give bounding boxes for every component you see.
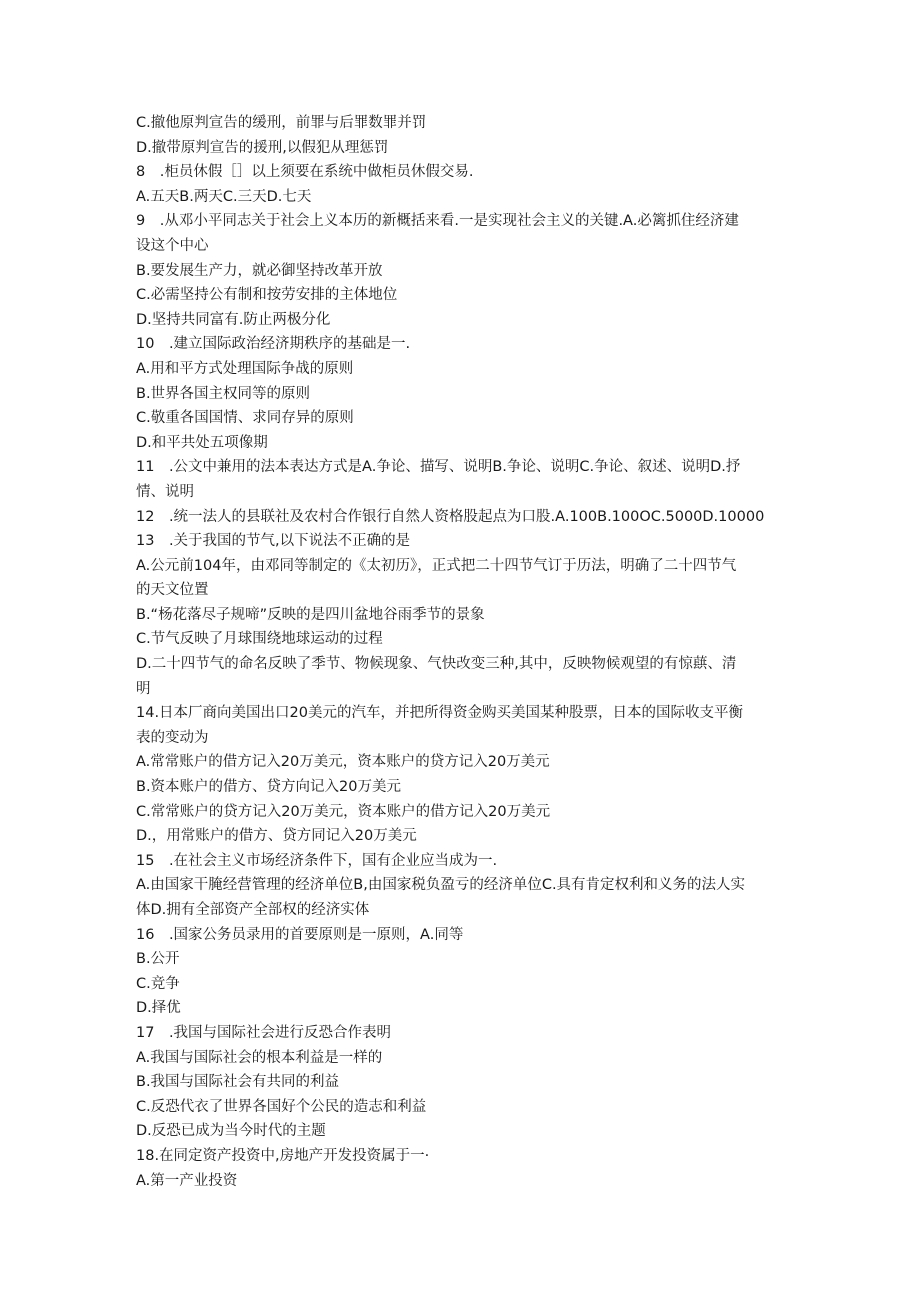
text-line: D.二十四节气的命名反映了季节、物候现象、气快改变三种,其中，反映物候观望的有惊蕻、清 bbox=[136, 656, 737, 673]
text-line: B.“杨花落尽子规啼”反映的是四川盆地谷雨季节的景象 bbox=[136, 606, 485, 623]
text-line: C.常常账户的贷方记入20万美元，资本账户的借方记入20万美元 bbox=[136, 803, 551, 820]
text-line: B.我国与国际社会有共同的利益 bbox=[136, 1074, 340, 1091]
question-14: 14.日本厂商向美国出口20美元的汽车，并把所得资金购买美国某种股票，日本的国际收支平衡 bbox=[136, 705, 744, 722]
text-line: A.公元前104年，由邓同等制定的《太初历》，正式把二十四节气订于历法，明确了二十四节气 bbox=[136, 557, 737, 574]
text-line: C.敬重各国国情、求同存异的原则 bbox=[136, 410, 354, 427]
question-16: 16 .国家公务员录用的首要原则是一原则，A.同等 bbox=[136, 926, 464, 943]
text-line: 体D.拥有全部资产全部权的经济实体 bbox=[136, 902, 370, 918]
text-line: D.反恐已成为当今时代的主题 bbox=[136, 1123, 326, 1140]
text-line: C.反恐代衣了世界各国好个公民的造志和利益 bbox=[136, 1098, 427, 1115]
text-line: D.，用常账户的借方、贷方同记入20万美元 bbox=[136, 828, 417, 845]
question-9: 9 .从邓小平同志关于社会上义本历的新概括来看.一是实现社会主义的关键.A.必篱抓住经济建 bbox=[136, 213, 739, 230]
text-line: D.择优 bbox=[136, 1000, 181, 1017]
text-line: A.第一产业投资 bbox=[136, 1172, 238, 1189]
text-line: B.世界各国主权同等的原则 bbox=[136, 385, 311, 402]
text-line: D.坚持共同富有.防止两极分化 bbox=[136, 311, 331, 328]
text-line: A.常常账户的借方记入20万美元，资本账户的贷方记入20万美元 bbox=[136, 754, 550, 771]
question-18: 18.在同定资产投资中,房地产开发投资属于一· bbox=[136, 1147, 430, 1164]
text-line: D.撤带原判宣告的援刑,以假犯从理惩罚 bbox=[136, 139, 389, 156]
text-line: 设这个中心 bbox=[136, 237, 209, 254]
text-line: C.必需坚持公有制和按劳安排的主体地位 bbox=[136, 287, 398, 304]
text-line: A.我国与国际社会的根本利益是一样的 bbox=[136, 1049, 383, 1066]
text-line: A.由国家干腌经营管理的经济单位B,由国家税负盈亏的经济单位C.具有肯定权利和义务的法人实 bbox=[136, 877, 746, 894]
text-line: A.用和平方式处理国际争战的原则 bbox=[136, 360, 354, 377]
question-8: 8 .柜员休假［］以上须要在系统中做柜员休假交易. bbox=[136, 164, 474, 181]
text-line: B.公开 bbox=[136, 951, 180, 968]
text-line: B.要发展生产力，就必御坚持改革开放 bbox=[136, 262, 383, 279]
text-line: D.和平共处五项像期 bbox=[136, 434, 268, 451]
question-13: 13 .关于我国的节气,以下说法不正确的是 bbox=[136, 533, 411, 550]
text-line: B.资本账户的借方、贷方向记入20万美元 bbox=[136, 779, 402, 796]
text-line: C.竞争 bbox=[136, 975, 180, 992]
question-11: 11 .公文中兼用的法本表达方式是A.争论、描写、说明B.争论、说明C.争论、叙述、说明D.抒 bbox=[136, 459, 741, 476]
text-line: 的天文位置 bbox=[136, 582, 209, 599]
text-line: C.撤他原判宣告的缓刑，前罪与后罪数罪并罚 bbox=[136, 115, 427, 131]
question-17: 17 .我国与国际社会进行反恐合作表明 bbox=[136, 1024, 392, 1041]
document-body bbox=[136, 111, 786, 1193]
text-line: 情、说明 bbox=[136, 483, 194, 500]
text-line: A.五天B.两天C.三天D.七天 bbox=[136, 188, 312, 205]
question-12: 12 .统一法人的县联社及农村合作银行自然人资格股起点为口股.A.100B.100OC.5000D.10000 bbox=[136, 508, 765, 525]
text-line: 表的变动为 bbox=[136, 729, 209, 746]
text-line: C.节气反映了月球围绕地球运动的过程 bbox=[136, 631, 383, 648]
question-10: 10 .建立国际政治经济期秩序的基础是一. bbox=[136, 336, 411, 353]
text-line: 明 bbox=[136, 680, 151, 697]
question-15: 15 .在社会主义市场经济条件下，国有企业应当成为一. bbox=[136, 852, 498, 869]
